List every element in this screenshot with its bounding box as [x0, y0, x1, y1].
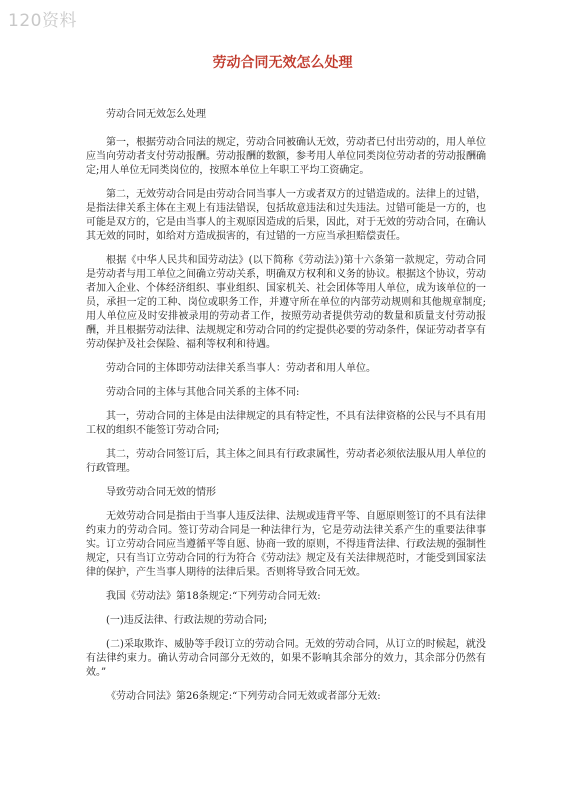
paragraph: 劳动合同的主体与其他合同关系的主体不同:	[106, 387, 300, 398]
section-heading: 导致劳动合同无效的情形	[106, 487, 216, 498]
paragraph: 劳动合同的主体即劳动法律关系当事人：劳动者和用人单位。	[106, 363, 376, 374]
paragraph: 根据《中华人民共和国劳动法》(以下简称《劳动法》)第十六条第一款规定，劳动合同是劳动者与用工单位之间确立劳动关系，明确双方权利和义务的协议。根据这个协议，劳动者加入企业、个体经济组织、事业组织、国家机关、社会团体等用人单位，成为该单位的一员，承担一定的工种、岗位或职务工作，并遵守所在单位的内部劳动规则和其他规章制度;用人单位应及时安排被录用的劳动者工作，按照劳动者提供劳动的数量和质量支付劳动报酬，并且根据劳动法律、法规规定和劳动合同的约定提供必要的劳动条件，保证劳动者享有劳动保护及社会保险、福利等权利和待遇。	[86, 255, 486, 350]
watermark-logo: 120资料	[8, 11, 77, 31]
paragraph: 无效劳动合同是指由于当事人违反法律、法规或违背平等、自愿原则签订的不具有法律约束力的劳动合同。签订劳动合同是一种法律行为，它是劳动法律关系产生的重要法律事实。订立劳动合同应当遵循平等自愿、协商一致的原则，不得违背法律、行政法规的强制性规定，只有当订立劳动合同的行为符合《劳动法》规定及有关法律规范时，才能受到国家法律的保护，产生当事人期待的法律后果。否则将导致合同无效。	[86, 511, 486, 578]
paragraph: 《劳动合同法》第26条规定:“下列劳动合同无效或者部分无效:	[106, 691, 381, 702]
list-item: (一)违反法律、行政法规的劳动合同;	[106, 615, 268, 626]
paragraph: 第一，根据劳动合同法的规定，劳动合同被确认无效，劳动者已付出劳动的，用人单位应当向劳动者支付劳动报酬。劳动报酬的数额，参考用人单位同类岗位劳动者的劳动报酬确定;用人单位无同类岗位的，按照本单位上年职工平均工资确定。	[86, 137, 486, 176]
paragraph: 第二，无效劳动合同是由劳动合同当事人一方或者双方的过错造成的。法律上的过错，是指法律关系主体在主观上有违法错误，包括故意违法和过失违法。过错可能是一方的，也可能是双方的，它是由当事人的主观原因造成的后果，因此，对于无效的劳动合同，在确认其无效的同时，如给对方造成损害的，有过错的一方应当承担赔偿责任。	[86, 189, 486, 242]
list-item: (二)采取欺诈、威胁等手段订立的劳动合同。无效的劳动合同，从订立的时候起，就没有法律约束力。确认劳动合同部分无效的，如果不影响其余部分的效力，其余部分仍然有效。”	[86, 639, 486, 678]
document-body	[86, 108, 486, 714]
document-title: 劳动合同无效怎么处理	[212, 55, 353, 71]
paragraph: 其一，劳动合同的主体是由法律规定的具有特定性，不具有法律资格的公民与不具有用工权的组织不能签订劳动合同;	[86, 411, 486, 436]
paragraph-subtitle: 劳动合同无效怎么处理	[106, 109, 206, 120]
paragraph: 其二，劳动合同签订后，其主体之间具有行政隶属性，劳动者必须依法服从用人单位的行政管理。	[86, 449, 486, 474]
paragraph: 我国《劳动法》第18条规定:“下列劳动合同无效:	[106, 591, 321, 602]
